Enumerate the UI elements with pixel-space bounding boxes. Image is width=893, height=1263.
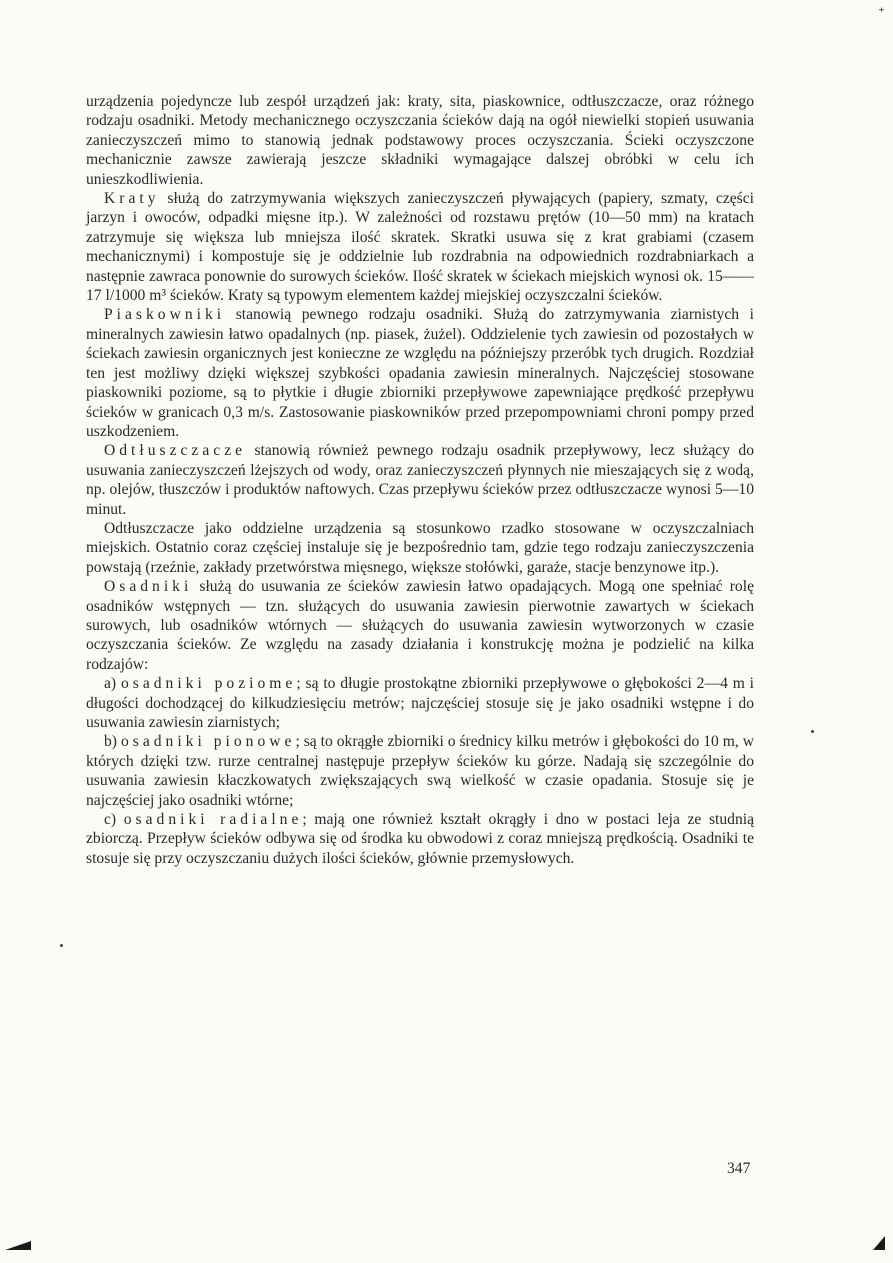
paragraph-odtluszczacze-2: Odtłuszczacze jako oddzielne urządzenia są stosunkowo rzadko stosowane w oczyszczalniach miejskich. Ostatnio coraz częściej instaluje się je bezpośrednio tam, gdzie tego rodzaju zanieczyszczenia powstają (rzeźnie, zakłady przetwórstwa mięsnego, większe stołówki, garaże, stacje benzynowe itp.). [86, 519, 754, 576]
list-item-a-text: ; są to długie prostokątne zbiorniki przepływowe o głębokości 2—4 m i długości dochodzącej do kilkudziesięciu metrów; najczęściej stosuje się je jako osadniki wstępne i do usuwania zawiesin ziarnistych; [86, 675, 754, 731]
page-number: 347 [727, 1160, 751, 1177]
corner-glyph: ⁺ [878, 4, 885, 19]
scan-mark-bottom-right [873, 1236, 885, 1250]
term-osadniki: Osadniki [104, 578, 193, 596]
list-item-c [86, 810, 754, 868]
paragraph-osadniki-text: służą do usuwania ze ścieków zawiesin łatwo opadających. Mogą one spełniać rolę osadników wstępnych — tzn. służących do usuwania zawiesin pierwotnie zawartych w ściekach surowych, lub osadników wtórnych — służących do usuwania zawiesin wytworzonych w czasie oczyszczania ścieków. Ze względu na zasady działania i konstrukcję można je podzielić na kilka rodzajów: [86, 578, 754, 673]
paragraph-osadniki [86, 577, 754, 674]
paragraph-odtluszczacze [86, 441, 754, 519]
list-item-a [86, 674, 754, 732]
paragraph-piaskowniki-text: stanowią pewnego rodzaju osadniki. Służą do zatrzymywania ziarnistych i mineralnych zawiesin łatwo opadalnych (np. piasek, żużel). Oddzielenie tych zawiesin od pozostałych w ściekach zawiesin organicznych jest konieczne ze względu na późniejszy przeróbk tych drugich. Rozdział ten jest możliwy dzięki większej szybkości opadania zawiesin mineralnych. Najczęściej stosowane piaskowniki poziome, są to płytkie i długie zbiorniki przepływowe zapewniające prędkość przepływu ścieków w granicach 0,3 m/s. Zastosowanie piaskowników przed przepompowniami chroni pompy przed uszkodzeniem. [86, 306, 754, 440]
list-item-a-prefix: a) [104, 675, 121, 693]
term-odtluszczacze: Odtłuszczacze [104, 442, 247, 460]
list-item-c-prefix: c) [104, 811, 124, 829]
term-kraty: Kraty [104, 190, 160, 208]
paragraph-kraty-text: służą do zatrzymywania większych zanieczyszczeń pływających (papiery, szmaty, części jarzyn i owoców, odpadki mięsne itp.). W zależności od rozstawu prętów (10—50 mm) na kratach zatrzymuje się większa lub mniejsza ilość skratek. Skratki usuwa się z krat grabiami (czasem mechanicznymi) i kompostuje się je oddzielnie lub rozdrabnia na odpowiednich rozdrabniarkach a następnie zawraca ponownie do surowych ścieków. Ilość skratek w ściekach miejskich wynosi ok. 15—​—17 l/1000 m³ ścieków. Kraty są typowym elementem każdej miejskiej oczyszczalni ścieków. [86, 190, 754, 305]
list-item-b [86, 732, 754, 810]
list-item-b-prefix: b) [104, 733, 121, 751]
term-osadniki-radialne: osadniki radialne [123, 811, 303, 829]
paragraph-odtluszczacze-text: stanowią również pewnego rodzaju osadnik przepływowy, lecz służący do usuwania zanieczyszczeń lżejszych od wody, oraz zanieczyszczeń płynnych nie mieszających się z wodą, np. olejów, tłuszczów i produktów naftowych. Czas przepływu ścieków przez odtłuszczacze wynosi 5—10 minut. [86, 442, 754, 518]
list-item-c-text: ; mają one również kształt okrągły i dno w postaci leja ze studnią zbiorczą. Przepływ ścieków odbywa się od środka ku obwodowi z coraz mniejszą prędkością. Osadniki te stosuje się przy oczyszczaniu dużych ilości ścieków, głównie przemysłowych. [86, 811, 754, 867]
term-osadniki-pionowe: osadniki pionowe [120, 733, 296, 751]
list-item-b-text: ; są to okrągłe zbiorniki o średnicy kilku metrów i głębokości do 10 m, w których dzięki tzw. rurze centralnej następuje przepływ ścieków ku górze. Nadają się szczególnie do usuwania zawiesin kłaczkowatych zwiększających swą wielkość w czasie opadania. Stosuje się je najczęściej jako osadniki wtórne; [86, 733, 754, 809]
paragraph-piaskowniki [86, 305, 754, 441]
paragraph-intro: urządzenia pojedyncze lub zespół urządzeń jak: kraty, sita, piaskownice, odtłuszczacze, oraz różnego rodzaju osadniki. Metody mechanicznego oczyszczania ścieków dają na ogół niewielki stopień usuwania zanieczyszczeń mimo to stanowią jednak podstawowy proces oczyszczania. Ścieki oczyszczone mechanicznie zawsze zawierają jeszcze składniki wymagające dalszej obróbki w celu ich unieszkodliwienia. [86, 93, 754, 188]
speck-left [60, 944, 63, 947]
scan-mark-bottom-left [5, 1241, 31, 1250]
page-body [86, 92, 754, 868]
term-piaskowniki: Piaskowniki [104, 306, 226, 324]
term-osadniki-poziome: osadniki poziome [120, 675, 297, 693]
speck-right [811, 730, 814, 733]
paragraph-kraty [86, 189, 754, 305]
